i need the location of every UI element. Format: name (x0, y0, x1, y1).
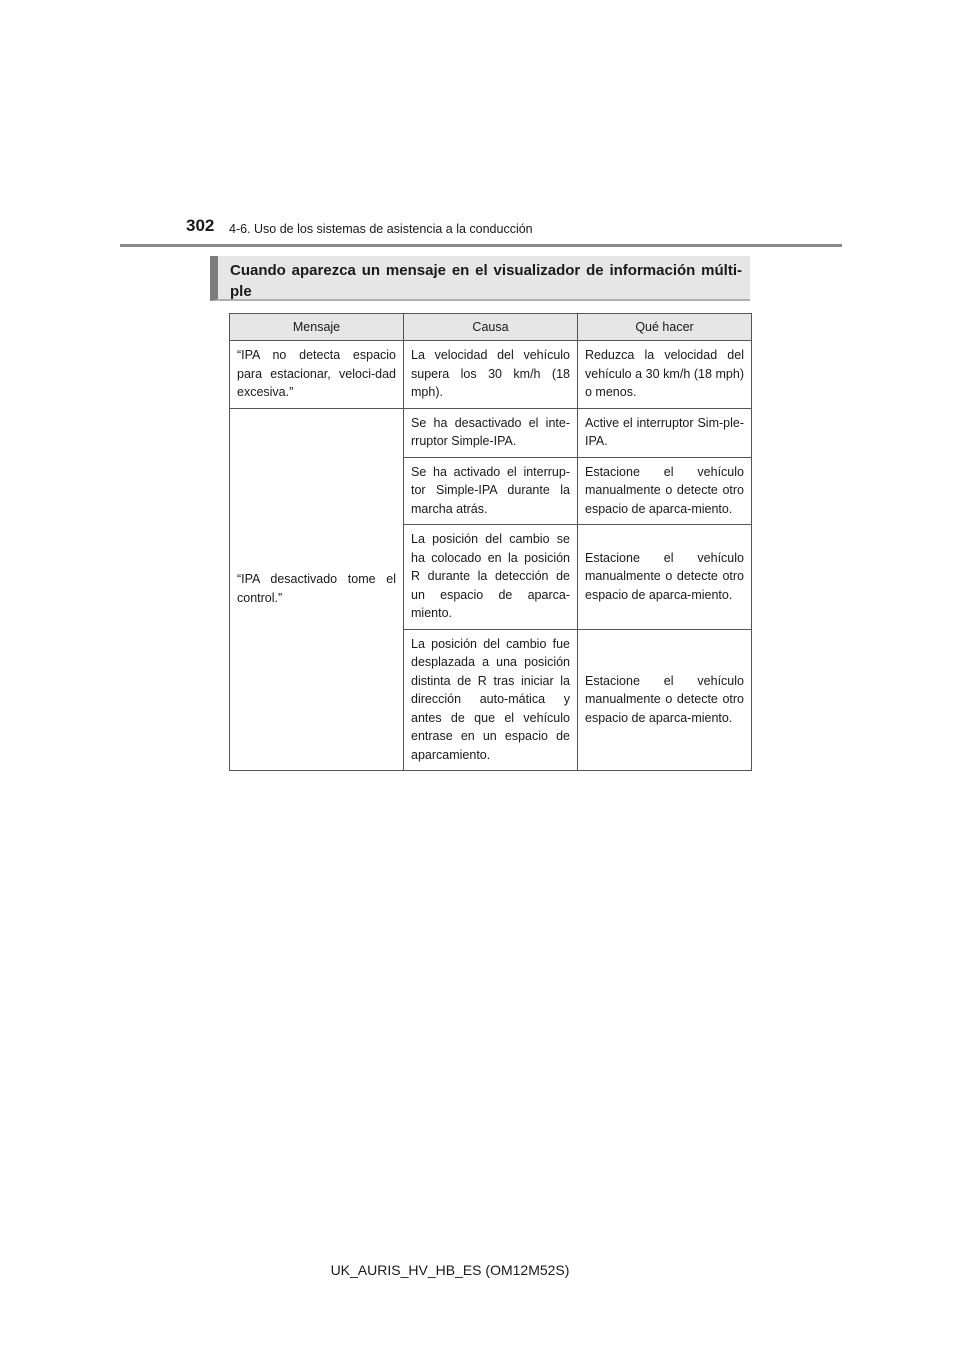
action-cell: Reduzca la velocidad del vehículo a 30 km/h (18 mph) o menos. (578, 341, 752, 409)
cause-cell: La velocidad del vehículo supera los 30 km/h (18 mph). (404, 341, 578, 409)
action-cell: Estacione el vehículo manualmente o detecte otro espacio de aparca-miento. (578, 629, 752, 771)
action-cell: Estacione el vehículo manualmente o detecte otro espacio de aparca-miento. (578, 525, 752, 630)
column-header-cause: Causa (404, 314, 578, 341)
section-title: 4-6. Uso de los sistemas de asistencia a la conducción (229, 222, 533, 236)
table-header-row (230, 314, 752, 341)
subheading: Cuando aparezca un mensaje en el visualizador de información múlti-ple (230, 262, 742, 300)
message-cell: “IPA no detecta espacio para estacionar, veloci-dad excesiva.” (230, 341, 404, 409)
header-rule (120, 244, 842, 247)
cause-cell: Se ha activado el interrup-tor Simple-IPA durante la marcha atrás. (404, 457, 578, 525)
column-header-message: Mensaje (230, 314, 404, 341)
cause-cell: Se ha desactivado el inte-rruptor Simple-IPA. (404, 408, 578, 457)
subheading-box (210, 256, 750, 301)
table-row (230, 408, 752, 457)
cause-cell: La posición del cambio se ha colocado en la posición R durante la detección de un espacio de aparca-miento. (404, 525, 578, 630)
footer-code: UK_AURIS_HV_HB_ES (OM12M52S) (330, 1262, 570, 1278)
action-cell: Estacione el vehículo manualmente o detecte otro espacio de aparca-miento. (578, 457, 752, 525)
message-table (229, 313, 752, 771)
column-header-action: Qué hacer (578, 314, 752, 341)
action-cell: Active el interruptor Sim-ple-IPA. (578, 408, 752, 457)
message-cell: “IPA desactivado tome el control.” (230, 408, 404, 771)
table-row (230, 341, 752, 409)
page-number: 302 (186, 216, 215, 235)
cause-cell: La posición del cambio fue desplazada a una posición distinta de R tras iniciar la dirección auto-mática y antes de que el vehículo entrase en un espacio de aparcamiento. (404, 629, 578, 771)
